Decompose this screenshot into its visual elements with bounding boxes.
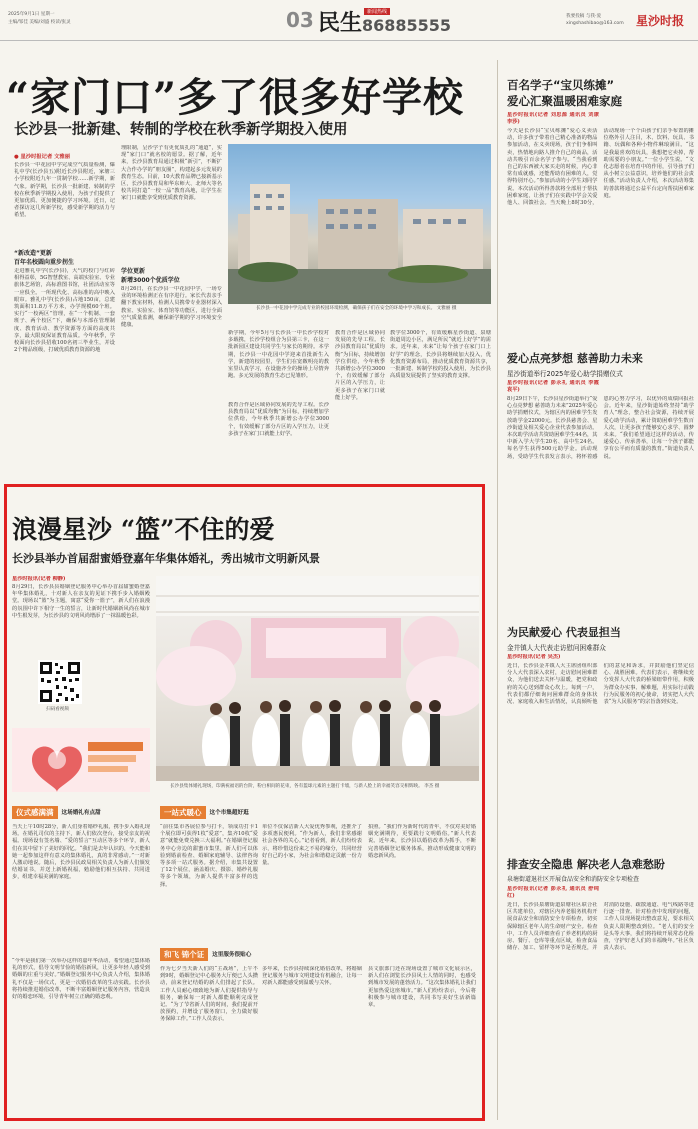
tag1-label: 仪式感满满 xyxy=(12,806,58,819)
section-title: 民生 xyxy=(318,11,363,36)
hotline-label: 新闻热线 xyxy=(364,8,390,15)
sidebar1-title: 百名学子“宝贝练摊” xyxy=(507,78,615,92)
story2-col1: 当天上午10时28分，新人们身着婚纱礼服，携手步入婚礼现场。在婚礼司仪的主持下，新人们依次登台，接受亲友的祝福。现场设有签名墙、“爱的誓言”互动区等多个环节，新人们在其中留下了美好的回忆。“我们是去年认识的，今天能和她一起参加这样有意义的集体婚礼，真的非常感动。”一对新人激动地说。随后，长沙县民政局相关负责人为新人们颁发结婚证书，并送上新婚祝福，勉励他们相互扶持、共同进步，组建幸福美满的家庭。 xyxy=(12,824,150,881)
tag3 xyxy=(160,948,251,960)
sidebar3-title: 为民献爱心 代表显担当 xyxy=(507,626,621,639)
sidebar2-subtitle: 星沙街道举行2025年爱心助学捐赠仪式 xyxy=(507,370,623,378)
story2-byline: 星沙时报讯(记者 柳静) xyxy=(12,576,66,582)
story1-headline: “家门口”多了很多好学校 xyxy=(6,74,465,121)
sidebar3-text: 近日，长沙县金井镇人大主席团组织部分人大代表深入农村，走访慰问困难群众，为他们送去关怀与温暖，把党和政府的关心送到群众心坎上。每到一户，代表们都仔细询问困难群众的身体状况、家庭收入和生活情况，认真倾听他们的意见和诉求，并鼓励他们坚定信心、战胜困难。代表们表示，将继续充分发挥人大代表的桥梁纽带作用，积极为群众办实事、解难题，用实际行动践行为民服务的初心使命，切实把人大代表“为人民服务”的宗旨落到实处。 xyxy=(507,663,694,706)
editor-line: 主编/邹佳 美编/刘盛 校读/张灵 xyxy=(8,20,71,25)
story1-sub1b: 百年名校圆向重步拐生 xyxy=(14,259,75,266)
sidebar2-text: 8月29日下午，长沙县星沙街道举行“爱心点亮梦想 慈善助力未来”2025年爱心助学捐赠仪式，为辖区内的困难学生发放助学金22000元。长沙县慈善会、星沙街道及相关爱心企业代表参加活动。本次助学活动共资助困难学生44名，其中新入学大学生20名、高中生24名。每名学生获得500元助学金。活动现场，受助学生代表发言表示，将怀着感恩的心努力学习，以优异的成绩回报社会。近年来，星沙街道始终坚持“助学育人”理念，整合社会资源，持续开展爱心助学活动，累计资助困难学生数百人次，让更多孩子能够安心求学、圆梦未来。“我们希望通过这样的活动，传递爱心、传承善举，让每一个孩子都能享有公平而有质量的教育。”街道负责人说。 xyxy=(507,396,694,460)
sidebar4-subtitle: 泉塘街道退社区开展食品安全和消防安全专项检查 xyxy=(507,876,640,883)
tag3-label: 和飞 锦个证 xyxy=(160,948,208,961)
sidebar4-title: 排查安全隐患 解决老人急难愁盼 xyxy=(507,858,665,871)
tag1 xyxy=(12,806,101,818)
email-line: xingshashibao@163.com xyxy=(566,21,624,26)
story1-col1: 长沙县一中花园中学完成空气质量检测，爆礼中学(长沙县五)附近长沙县附近，家塘三小学校附近九年一贯制学校……新学期，新气象。新学期，长沙县一批新建、转制的学校在秋季新学期投入使用，为孩子们提供了更加优质、更加便捷的学习环境。近日，记者探访这几所新学校，感受新学期的活力与希望。 xyxy=(14,162,115,219)
tag1-sub: 这场婚礼有点甜 xyxy=(61,810,101,816)
tag2-sub: 这个市集超好逛 xyxy=(209,810,249,816)
story2-subhead: 长沙县举办首届甜蜜婚登嘉年华集体婚礼，秀出城市文明新风景 xyxy=(12,552,320,565)
tag2 xyxy=(160,806,249,818)
sidebar1-byline: 星沙时报讯(记者 刘思源 通讯员 刘康 李莎) xyxy=(507,112,599,126)
school-campus-photo xyxy=(228,144,491,304)
story2-col1b: “今年是我们第一次举办这样的嘉年华活动，希望通过集体婚礼的形式，倡导文明节俭的婚俗新风，让更多年轻人感受到婚姻的庄重与美好。”婚姻登记服务中心负责人介绍，集体婚礼不仅是一场仪式，更是一次婚俗改革的生动实践。长沙县将持续推进婚俗改革，不断丰富婚姻登记服务内容，营造良好的婚恋环境，引导青年树立正确的婚恋观。 xyxy=(12,958,150,1001)
wedding-scene-illustration xyxy=(156,576,479,781)
brand-logo: 星沙时报 xyxy=(636,14,685,28)
date-line: 2025年9月1日 星期一 xyxy=(8,12,55,17)
sidebar1-text: 今天是长沙县“宝贝练摊”爱心义卖活动，许多孩子带着自己精心准备的物品参加活动，在义卖现场，孩子们争相叫卖，热情地向路人推介自己的商品，活动共吸引百余名学子参与。“当我看到自己的东西被大家买走的时候，内心非常有成就感，还能帮助有困难的人，觉得特别开心。”参加活动的小学生刘同学说。本次活动所得善款将全部用于帮扶困难家庭，让孩子们在实践中学会关爱他人、回馈社会。当天晚上8时30分，活动现场一个个由孩子们亲手布置的摊位格外引人注目，木、饮料、玩具、书籍、玩偶和各种小物件琳琅满目。“这是我最喜欢的玩具，我想把它卖掉，帮助需要的小朋友。”一位小学生说。“文化志愿者在培育中的作用，引导孩子们从小树立公益意识，培养他们的社会责任感。”活动负责人介绍，本次活动筹集的善款将通过公益平台定向帮扶困难家庭。 xyxy=(507,128,694,207)
sidebar4-text: 近日，长沙县泉塘街道泉塘社区联合社区共建单位，对辖区内养老服务机构开展食品安全和消防安全专项检查，切实保障辖区老年人的生命财产安全。检查中，工作人员详细查看了养老机构的厨房、餐厅、仓库等重点区域，检查食品储存、加工、留样等环节是否规范，并对消防设施、疏散通道、电气线路等进行逐一排查。针对检查中发现的问题，工作人员现场提出整改意见，要求相关负责人限期整改到位。“老人们的安全是头等大事，我们将持续开展常态化检查，守护好老人们的幸福晚年。”社区负责人表示。 xyxy=(507,902,694,952)
heart-flower-icon xyxy=(12,720,150,800)
story1-col2b: 8月26日，在长沙县一中花园中学，一场专业的环境检测正在有序进行。家长代表亲手翻下教室材料，检测人员携带专业器材深入教室、实验室、体育馆等功能区，进行全面空气质量监测，确保新学期的学习环境安全健康。 xyxy=(121,286,222,329)
byline-marker-icon: ● xyxy=(14,154,19,160)
masthead xyxy=(0,0,698,41)
campus-illustration xyxy=(228,144,491,304)
story1-col1b: 走进雅礼中学(长沙县)，大气的校门与红砖相得益彰，5G智慧教室、高端实验室、专业旅体艺场馆，高标准图书馆，社团活动室等一应俱全。一所现代化、高标准的高中映入眼帘。雅礼中学(长沙县)占地150亩，总建筑面积11.8万平方米，办学规模60个班。实行“一校两区”管理，在“一个机制、一套班子、两个校区”下，确保与本部在管理制度、教育活动、教学资源等方面的高度共享，最大限度保证教育品质。今年秋季，学校面向长沙县招收100名初三毕业生，并设2个精品班级，打破优质教育资源的地 xyxy=(14,268,115,354)
sidebar-divider xyxy=(497,60,498,1120)
story1-sub1: “新改造”更新 xyxy=(14,250,52,257)
story2-col3: 单位不仅保洁新人大爱优秀参观，还推介了多项惠民便利。“作为新人，我们非常感谢社会各界的关心。”记者看到，新人们纷纷表示，将珍惜这份来之不易的缘分，共同经营好自己的小家，为社会和谐稳定贡献一份力量。 xyxy=(262,824,362,867)
contribute-line: 我要投稿 与我·爱 xyxy=(566,14,602,19)
story1-col4: 教学位3000个，有效缓解星沙街道、泉塘街道周边小区，满足所民“就近上好学”的需求。近年来，未来“让每个孩子在家门口上好学”的理念，长沙县将继续加大投入，优化教育资源布局，推动优质教育资源共享，一批新建、转制学校的投入使用，为长沙县高质量发展提供了坚实的教育支撑。 xyxy=(390,330,491,380)
story2-col4: 拍照。“我们作为新时代的青年，不仅对美好婚姻充满期待，更要践行文明婚俗。”新人代表说。近年来，长沙县以婚俗改革为抓手，不断完善婚姻登记服务体系，推动形成健康文明的婚恋新风尚。 xyxy=(368,824,476,859)
story2-col2: “前往集市各展位参与打卡，领成功打卡1个展位即可获得1枚“爱意”，集齐10枚“爱意”就能免费兑换三大福利。”在婚姻登记服务中心旁边的甜蜜市集里，新人们可以体验到婚前检查、婚姻家庭辅导、法律咨询等多项一站式服务。据介绍，市集共设置了12个展位，涵盖婚庆、摄影、婚纱礼服等多个领域，为新人提供丰富多样的选择。 xyxy=(160,824,258,888)
tag2-label: 一站式暖心 xyxy=(160,806,206,819)
hotline-number: 86885555 xyxy=(362,16,452,35)
story2-col2b: 作为七夕当天新人们的“主战场”，上午不到9时，婚姻登记中心服务大厅便已人头攒动，前来登记结婚的新人们排起了长队。工作人员耐心细致地为新人们提供指导与服务，确保每一对新人都能顺利完成登记。“为了节省新人们的时间，我们提前开放预约，并增设了服务窗口，全力做好服务保障工作。”工作人员表示。 xyxy=(160,966,258,1023)
sidebar2-title: 爱心点亮梦想 慈善助力未来 xyxy=(507,352,643,365)
story2-intro: 8月29日，长沙县县婚姻登记服务中心举办首届甜蜜婚登嘉年华集体婚礼，十对新人在亲友的见证下携手步入婚姻殿堂。现场以“篮”为主题，寓意“爱你一篮子”，新人们在浪漫的氛围中许下相守一生的誓言，让新时代婚姻新风尚在城市中生根发芽，为长沙县的文明风尚增添了一抹温暖色彩。 xyxy=(12,584,150,619)
story1-col2: 理限制，呈沙学子有更优质扎的“通道”，实现“家门口”就名校的愿景。据了解，近年来，长沙县教育局通过积极“新引”，不断扩大合作办学的“朋友圈”，构建起多元发展的教育生态。目前，10大教育品牌已接新基示区，长沙县教育局和华东师大、北师大等名校共同打造“一校一品”教育高地，让学生在家门口就能享受到优质教育资源。 xyxy=(121,145,222,202)
photo1-caption: 长沙县一中花园中学完成专业的校园环境检测，确保孩子们在安全的环境中学习和成长。 文雅丽 摄 xyxy=(256,306,457,311)
story1-sub2: 学位更新 xyxy=(121,268,146,275)
story2-headline: 浪漫星沙 “篮”不住的爱 xyxy=(12,515,275,544)
sidebar4-byline: 星沙时报讯(记者 彭永礼 通讯员 舒纯红) xyxy=(507,886,599,900)
tag3-sub: 这里服务很贴心 xyxy=(212,952,252,958)
group-wedding-photo xyxy=(156,576,479,781)
story1-col3b: 教育合作是区域协同发展的先导工程。长沙县教育局以“优质均衡”为目标，持续增加学位供给，今年秋季共新增公办学位3000个，有效缓解了部分片区的入学压力，让更多孩子在家门口就能上好学。 xyxy=(228,402,329,437)
qr-code-icon xyxy=(38,660,82,704)
sidebar1-subtitle: 爱心汇聚温暖困难家庭 xyxy=(507,94,622,108)
sidebar2-byline: 星沙时报讯(记者 彭永礼 通讯员 李霞 袁平) xyxy=(507,380,599,394)
story1-byline: ● 星沙时报记者 文雅丽 xyxy=(14,154,71,160)
qr-label: 扫码看视频 xyxy=(46,707,69,712)
sidebar3-subtitle: 金井镇人大代表走访慰问困难群众 xyxy=(507,644,606,652)
photo2-caption: 长沙县集体婚礼现场，印满祝福语的台阶，粉白相间的花束，各有篮球元素的主题打卡墙，与新人脸上的幸福笑容交相辉映。 李杰 摄 xyxy=(170,784,440,789)
story1-col3: 新学期，今年5月与长沙县一中长沙学校对多载携，长沙学校组合为县第三卡，在这一批新园区建设共同学生与家长的期待。本学期，长沙县一中花园中学迎来首批新生入学，新建的校园里，学生们在宽敞明亮的教室里认真学习，在设施齐全的操场上尽情奔跑。多元发展的教育生态已见雏形。 xyxy=(228,330,329,380)
story2-col3b: 多年来，长沙县持续深化婚俗改革，将婚姻登记服务与城市文明建设有机融合，让每一对新人都能感受到温暖与关怀。 xyxy=(262,966,362,987)
story1-sub2b: 新增3000个优质学位 xyxy=(121,277,180,284)
page-number: 03 xyxy=(286,8,314,32)
story1-subhead: 长沙县一批新建、转制的学校在秋季新学期投入使用 xyxy=(14,122,348,138)
story1-col3-right: 教育合作是区域协同发展的先导工程。长沙县教育局以“优质均衡”为目标，持续增加学位供给，今年秋季共新增公办学位3000个，有效缓解了部分片区的入学压力，让更多孩子在家门口就能上好学。 xyxy=(335,330,385,401)
wedding-logo-graphic xyxy=(12,720,150,800)
qr-code[interactable] xyxy=(38,660,82,704)
story2-col5: 县文旅部门还在现场设置了城市文化展示区，新人们在浏览长沙县风土人情的同时，也感受到城市发展的蓬勃活力。“这次集体婚礼让我们更加热爱这座城市。”新人们纷纷表示，今后将积极参与城市建设，共同书写美好生活新篇章。 xyxy=(368,966,476,1009)
sidebar3-byline: 星沙时报讯(记者 吴杰) xyxy=(507,654,561,660)
